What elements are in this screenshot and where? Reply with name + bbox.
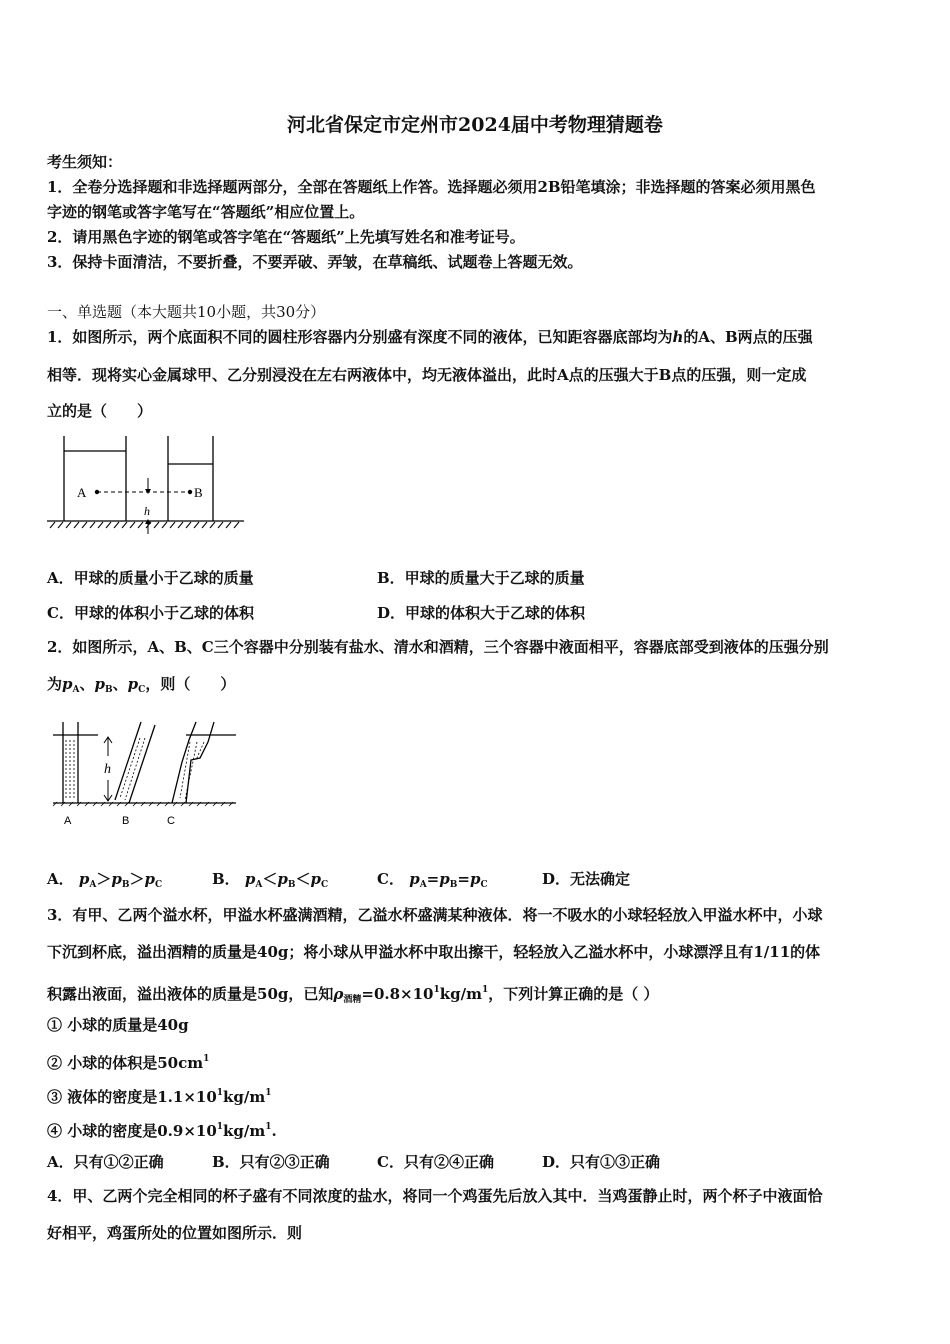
page-title: 河北省保定市定州市2024届中考物理猜题卷	[287, 114, 663, 136]
q3-statement-3: ③ 液体的密度是$1.1\times 10^1kg/m^1$	[47, 1088, 272, 1106]
q3-line-1: 3．有甲、乙两个溢水杯，甲溢水杯盛满酒精，乙溢水杯盛满某种液体．将一不吸水的小球轻轻放入甲溢水杯中，小球	[47, 906, 823, 924]
notice-heading: 考生须知：	[47, 153, 123, 171]
q3-statement-1: ① 小球的质量是40g	[47, 1016, 189, 1034]
q1-option-d: D．甲球的体积大于乙球的体积	[377, 604, 586, 622]
q4-line-1: 4．甲、乙两个完全相同的杯子盛有不同浓度的盐水，将同一个鸡蛋先后放入其中．当鸡蛋静止时，两个杯子中液面恰	[47, 1187, 823, 1205]
q1-fig-label-a: A	[77, 485, 87, 500]
q2-option-b: B． $p_A<p_B<p_C$	[212, 870, 329, 890]
section-heading: 一、单选题（本大题共10小题，共30分）	[47, 303, 326, 321]
q3-line-2: 下沉到杯底，溢出酒精的质量是40g；将小球从甲溢水杯中取出擦干，轻轻放入乙溢水杯中，小球漂浮且有1/11的体	[47, 943, 821, 961]
q1-fig-label-h: h	[144, 504, 150, 518]
q1-line-2: 相等．现将实心金属球甲、乙分别浸没在左右两液体中，均无液体溢出，此时A点的压强大于B点的压强，则一定成	[47, 366, 807, 384]
q2-option-c: C． $p_A=p_B=p_C$	[377, 870, 488, 890]
q1-line-1: 1．如图所示，两个底面积不同的圆柱形容器内分别盛有深度不同的液体，已知距容器底部均为h的A、B两点的压强	[47, 328, 813, 346]
q3-line-3: 积露出液面，溢出液体的质量是50g，已知$\rho_{酒精}=0.8\times 10^1kg/m^1$，下列计算正确的是（ ）	[47, 985, 659, 1005]
q2-fig-label-c: C	[167, 815, 175, 827]
q1-line-3: 立的是（ ）	[47, 402, 153, 420]
q2-line-2: 为$p_A$、$p_B$、$p_C$，则（ ）	[47, 675, 236, 695]
q1-option-a: A．甲球的质量小于乙球的质量	[47, 569, 254, 587]
notice-item-3: 3．保持卡面清洁，不要折叠，不要弄破、弄皱，在草稿纸、试题卷上答题无效。	[47, 253, 583, 271]
q4-line-2: 好相平，鸡蛋所处的位置如图所示．则	[47, 1224, 303, 1242]
q3-option-a: A．只有①②正确	[47, 1153, 164, 1171]
notice-item-1-cont: 字迹的钢笔或答字笔写在“答题纸”相应位置上。	[47, 203, 365, 221]
q2-line-1: 2．如图所示，A、B、C三个容器中分别装有盐水、清水和酒精，三个容器中液面相平，容器底部受到液体的压强分别	[47, 638, 829, 656]
q3-statement-4: ④ 小球的密度是$0.9\times 10^1kg/m^1$.	[47, 1122, 277, 1140]
q3-option-d: D．只有①③正确	[542, 1153, 661, 1171]
notice-item-2: 2．请用黑色字迹的钢笔或答字笔在“答题纸”上先填写姓名和准考证号。	[47, 228, 525, 246]
notice-item-1: 1．全卷分选择题和非选择题两部分，全部在答题纸上作答。选择题必须用2B铅笔填涂；非选择题的答案必须用黑色	[47, 178, 816, 196]
q2-option-d: D．无法确定	[542, 870, 631, 888]
q1-fig-label-b: B	[194, 485, 203, 500]
q2-fig-label-h: h	[104, 762, 111, 777]
q1-option-b: B．甲球的质量大于乙球的质量	[377, 569, 585, 587]
q2-fig-label-b: B	[122, 815, 130, 827]
q3-option-b: B．只有②③正确	[212, 1153, 330, 1171]
q3-option-c: C．只有②④正确	[377, 1153, 494, 1171]
q2-fig-label-a: A	[64, 815, 72, 827]
q2-option-a: A． $p_A>p_B>p_C$	[47, 870, 163, 890]
q1-option-c: C．甲球的体积小于乙球的体积	[47, 604, 254, 622]
q3-statement-2: ② 小球的体积是$50cm^1$	[47, 1054, 210, 1072]
